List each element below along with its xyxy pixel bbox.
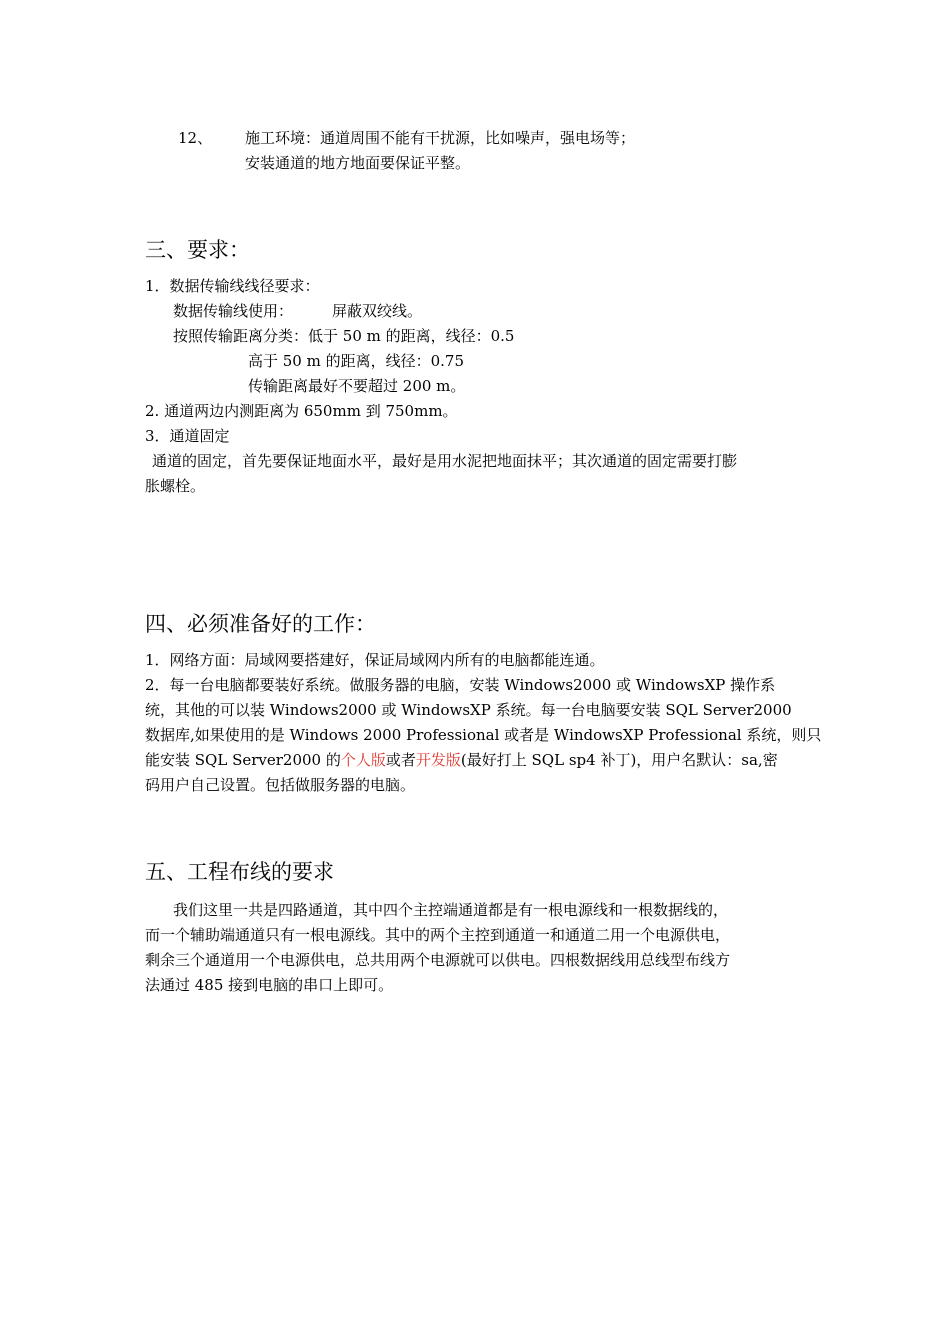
sec3-item1-title: 1．数据传输线线径要求： — [145, 277, 320, 295]
section-5-heading: 五、工程布线的要求 — [145, 860, 334, 884]
sec3-item1-use-label: 数据传输线使用： — [173, 302, 294, 320]
sec4-item2-line2: 统，其他的可以装 Windows2000 或 WindowsXP 系统。每一台电脑要安装 SQL Server2000 — [145, 701, 792, 719]
sec4-line4-part-a: 能安装 SQL Server2000 的 — [145, 751, 341, 769]
sec4-line4-part-c: (最好打上 SQL sp4 补丁)，用户名默认：sa,密 — [460, 751, 778, 769]
sec5-line4: 法通过 485 接到电脑的串口上即可。 — [145, 976, 394, 994]
sec4-item1: 1．网络方面：局域网要搭建好，保证局域网内所有的电脑都能连通。 — [145, 651, 605, 669]
sec3-item3-line1: 通道的固定，首先要保证地面水平，最好是用水泥把地面抹平；其次通道的固定需要打膨 — [152, 452, 738, 470]
item-12-number: 12、 — [178, 129, 213, 147]
sec3-item2: 2. 通道两边内测距离为 650mm 到 750mm。 — [145, 402, 458, 420]
personal-edition-highlight: 个人版 — [340, 751, 386, 769]
section-3-heading: 三、要求： — [145, 238, 250, 262]
sec3-item1-dist1: 按照传输距离分类：低于 50 m 的距离，线径：0.5 — [173, 327, 515, 345]
item-12-line1: 施工环境：通道周围不能有干扰源，比如噪声，强电场等； — [245, 129, 636, 147]
sec4-item2-line5: 码用户自己设置。包括做服务器的电脑。 — [145, 776, 416, 794]
sec3-item3-title: 3．通道固定 — [145, 427, 230, 445]
sec3-item1-dist2: 高于 50 m 的距离，线径：0.75 — [248, 352, 465, 370]
sec4-item2-line3: 数据库,如果使用的是 Windows 2000 Professional 或者是 WindowsXP Professional 系统，则只 — [145, 726, 822, 744]
sec3-item3-line2: 胀螺栓。 — [145, 477, 206, 495]
sec4-item2-line4 — [145, 750, 778, 770]
sec5-line3: 剩余三个通道用一个电源供电，总共用两个电源就可以供电。四根数据线用总线型布线方 — [145, 951, 731, 969]
developer-edition-highlight: 开发版 — [415, 751, 461, 769]
item-12-line2: 安装通道的地方地面要保证平整。 — [245, 154, 471, 172]
sec3-item1-use-value: 屏蔽双绞线。 — [332, 302, 423, 320]
sec4-item2-line1: 2．每一台电脑都要装好系统。做服务器的电脑，安装 Windows2000 或 WindowsXP 操作系 — [145, 676, 776, 694]
sec5-line2: 而一个辅助端通道只有一根电源线。其中的两个主控到通道一和通道二用一个电源供电， — [145, 926, 731, 944]
sec3-item1-dist3: 传输距离最好不要超过 200 m。 — [248, 377, 466, 395]
sec4-line4-part-b: 或者 — [385, 751, 416, 769]
section-4-heading: 四、必须准备好的工作： — [145, 612, 376, 636]
sec5-line1: 我们这里一共是四路通道，其中四个主控端通道都是有一根电源线和一根数据线的， — [173, 901, 729, 919]
